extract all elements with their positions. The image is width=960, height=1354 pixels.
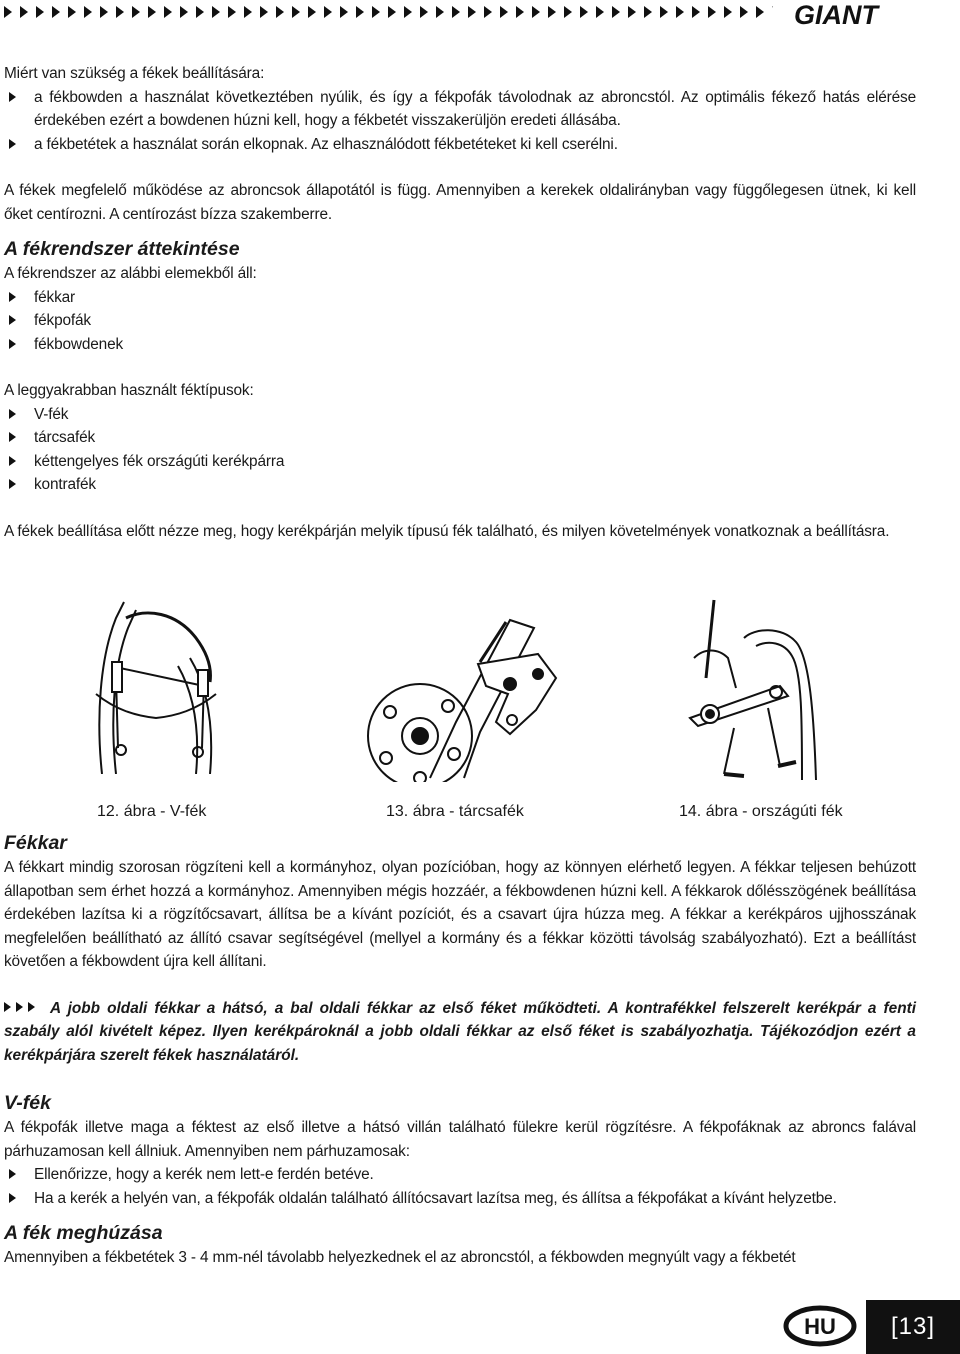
bullet-arrow-icon <box>4 133 34 156</box>
list-item: kontrafék <box>4 473 916 497</box>
list-item: kéttengelyes fék országúti kerékpárra <box>4 450 916 474</box>
bullet-arrow-icon <box>4 473 34 496</box>
header-arrow-icon <box>676 6 684 18</box>
tighten-paragraph: Amennyiben a fékbetétek 3 - 4 mm-nél távolabb helyezkednek el az abroncstól, a fékbowden megnyúlt vagy a fékbetét <box>4 1249 796 1266</box>
types-lead: A leggyakrabban használt féktípusok: <box>4 382 254 399</box>
bullet-arrow-icon <box>4 426 34 449</box>
header-arrow-icon <box>4 6 12 18</box>
figure-caption: 12. ábra - V-fék <box>97 803 207 820</box>
header-arrow-icon <box>484 6 492 18</box>
overview-lead: A fékrendszer az alábbi elemekből áll: <box>4 265 257 282</box>
bullet-arrow-icon <box>4 450 34 473</box>
list-item: fékbowdenek <box>4 333 916 357</box>
list-item: a fékbowden a használat következtében nyúlik, és így a fékpofák távolodnak az abroncstól. Az optimális fékező hatás elérése érdekében ezért a bowdenen húzni kell, hogy a fékbetét visszakerüljön eredeti állásába. <box>4 86 916 133</box>
header-arrow-icon <box>356 6 364 18</box>
header-arrow-icon <box>500 6 508 18</box>
list-item: Ha a kerék a helyén van, a fékpofák oldalán található állítócsavart lazítsa meg, és állítsa a fékpofákat a kívánt helyzetbe. <box>4 1187 916 1211</box>
overview-closing: A fékek beállítása előtt nézze meg, hogy kerékpárján melyik típusú fék található, és milyen követelmények vonatkoznak a beállításra. <box>4 522 890 540</box>
svg-text:HU: HU <box>804 1314 836 1339</box>
header-arrow-icon <box>244 6 252 18</box>
bullet-arrow-icon <box>4 1187 34 1210</box>
header-arrow-icon <box>100 6 108 18</box>
brake-figures <box>0 598 960 830</box>
list-item: fékpofák <box>4 309 916 333</box>
v-brake-illustration <box>86 598 226 774</box>
lever-warning: A jobb oldali fékkar a hátsó, a bal oldali fékkar az első féket működteti. A kontrafékkel felszerelt kerékpár a fenti szabály alól kivételt képez. Ilyen kerékpároknál a jobb oldali fékkar az első féket is szabályozhatja. Tájékozódjon ezért a kerékpárjára szerelt fékek használatáról. <box>4 999 916 1064</box>
list-item: tárcsafék <box>4 426 916 450</box>
header-arrow-icon <box>372 6 380 18</box>
header-arrow-icon <box>276 6 284 18</box>
wheel-condition-paragraph: A fékek megfelelő működése az abroncsok állapotától is függ. Amennyiben a kerekek oldalirányban vagy függőlegesen ütnek, ki kell őket centírozni. A centírozást bízza szakemberre. <box>4 182 916 223</box>
header-arrow-icon <box>740 6 748 18</box>
header-arrow-icon <box>468 6 476 18</box>
header-arrow-icon <box>132 6 140 18</box>
header-arrow-icon <box>628 6 636 18</box>
header-arrow-strip <box>4 6 834 22</box>
header-arrow-icon <box>84 6 92 18</box>
lever-heading: Fékkar <box>4 832 67 854</box>
page-number: [13] <box>866 1300 960 1354</box>
warning-arrows-icon <box>4 1001 46 1013</box>
header-arrow-icon <box>516 6 524 18</box>
bullet-arrow-icon <box>4 333 34 356</box>
header-arrow-icon <box>548 6 556 18</box>
intro-question: Miért van szükség a fékek beállítására: <box>4 65 265 82</box>
header-arrow-icon <box>52 6 60 18</box>
bullet-arrow-icon <box>4 403 34 426</box>
header-arrow-icon <box>260 6 268 18</box>
header-arrow-icon <box>580 6 588 18</box>
header-arrow-icon <box>692 6 700 18</box>
header-arrow-icon <box>116 6 124 18</box>
header-arrow-icon <box>532 6 540 18</box>
header-arrow-icon <box>708 6 716 18</box>
vbrake-paragraph: A fékpofák illetve maga a féktest az első illetve a hátsó villán található fülekre kerül rögzítésre. A fékpofáknak az abroncs falával párhuzamosan kell állniuk. Amennyiben nem párhuzamosak: <box>4 1119 916 1160</box>
giant-logo <box>766 0 906 28</box>
lever-paragraph: A fékkart mindig szorosan rögzíteni kell a kormányhoz, olyan pozícióban, hogy az könnyen elérhető legyen. A fékkar teljesen behúzott állapotban sem érhet hozzá a kormányhoz. Amennyiben mégis hozzáér, a fékbowdenen húzni kell. A fékkarok dőlésszögének beállítása érdekében lazítsa ki a rögzítőcsavart, állítsa be a kívánt pozíciót, és a csavart újra húzza meg. A fékkar a kerékpáros ujjhosszának megfelelően beállítható az állító csavar segítségével (mellyel a kormány és a fékkar közötti távolság szabályozható). Ezt a beállítást követően a fékbowdent újra kell állítani. <box>4 859 916 970</box>
header-arrow-icon <box>36 6 44 18</box>
header-arrow-icon <box>20 6 28 18</box>
figure-caption: 14. ábra - országúti fék <box>679 803 843 820</box>
list-item: Ellenőrizze, hogy a kerék nem lett-e ferdén betéve. <box>4 1163 916 1187</box>
header-arrow-icon <box>340 6 348 18</box>
header-arrow-icon <box>228 6 236 18</box>
header-arrow-icon <box>564 6 572 18</box>
list-item: a fékbetétek a használat során elkopnak. Az elhasználódott fékbetéteket ki kell cserélni. <box>4 133 916 157</box>
list-item: fékkar <box>4 286 916 310</box>
overview-heading: A fékrendszer áttekintése <box>4 238 240 260</box>
bullet-arrow-icon <box>4 286 34 309</box>
bullet-arrow-icon <box>4 309 34 332</box>
header-arrow-icon <box>164 6 172 18</box>
svg-text:GIANT: GIANT <box>794 0 878 28</box>
header-arrow-icon <box>436 6 444 18</box>
bullet-arrow-icon <box>4 86 34 109</box>
header-arrow-icon <box>68 6 76 18</box>
header-arrow-icon <box>596 6 604 18</box>
header-arrow-icon <box>756 6 764 18</box>
language-badge <box>783 1305 857 1347</box>
list-item: V-fék <box>4 403 916 427</box>
figure-caption: 13. ábra - tárcsafék <box>386 803 524 820</box>
tighten-heading: A fék meghúzása <box>4 1222 163 1244</box>
header-arrow-icon <box>420 6 428 18</box>
header-arrow-icon <box>308 6 316 18</box>
header-arrow-icon <box>612 6 620 18</box>
header-arrow-icon <box>388 6 396 18</box>
header-arrow-icon <box>196 6 204 18</box>
header-arrow-icon <box>180 6 188 18</box>
header-arrow-icon <box>452 6 460 18</box>
header-arrow-icon <box>148 6 156 18</box>
vbrake-heading: V-fék <box>4 1092 51 1114</box>
header-arrow-icon <box>292 6 300 18</box>
header-arrow-icon <box>724 6 732 18</box>
bullet-arrow-icon <box>4 1163 34 1186</box>
header-arrow-icon <box>644 6 652 18</box>
road-brake-illustration <box>684 598 834 788</box>
disc-brake-illustration <box>360 602 560 782</box>
header-arrow-icon <box>212 6 220 18</box>
header-arrow-icon <box>660 6 668 18</box>
header-arrow-icon <box>404 6 412 18</box>
header-arrow-icon <box>324 6 332 18</box>
